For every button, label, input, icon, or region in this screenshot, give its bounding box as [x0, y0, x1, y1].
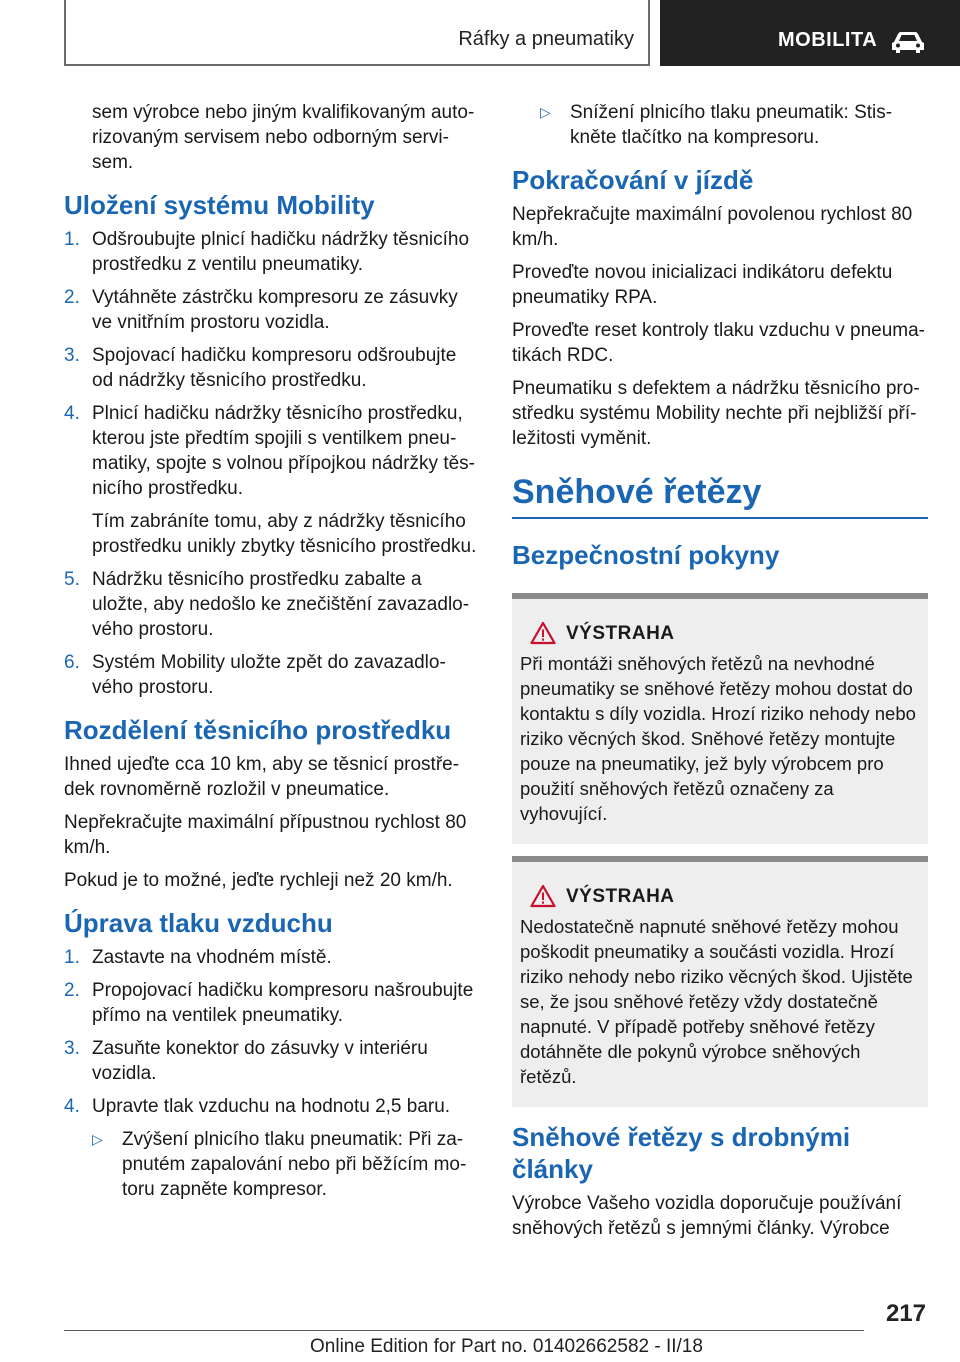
left-column: [64, 100, 478, 1210]
page-number: 217: [885, 1300, 926, 1327]
step-text: Propojovací hadičku kompresoru našroubujte přímo na ventilek pneumatiky.: [92, 980, 474, 1026]
warning-text: Při montáži sněhových řetězů na nevhodné pneumatiky se sněhové řetězy mohou dostat do kontaktu s díly vozidla. Hrozí riziko nehody nebo riziko věcných škod. Sněhové řetězy montujte pouze na pneumatiky, jež byly výrobcem pro použití sněhových řetězů označeny za vyhovující.: [520, 653, 916, 824]
step-text: Upravte tlak vzduchu na hodnotu 2,5 baru.: [92, 1096, 451, 1117]
step-text: Plnicí hadičku nádržky těsnicího prostředku, kterou jste předtím spojili s ventilkem pneumatiky, spojte s volnou přípojkou nádržky těsnicího prostředku.: [92, 403, 475, 499]
paragraph: Nepřekračujte maximální povolenou rychlost 80 km/h.: [512, 204, 913, 250]
header-section-box: [660, 0, 960, 66]
list-item: [92, 1127, 478, 1202]
car-icon: [890, 28, 926, 54]
step-number: 4.: [64, 1096, 80, 1117]
list-item: [64, 945, 478, 970]
list-item: [64, 650, 478, 700]
bullet-text: Snížení plnicího tlaku pneumatik: Stiskněte tlačítko na kompresoru.: [570, 102, 893, 148]
step-number: 5.: [64, 569, 80, 590]
header-chapter-box: [64, 0, 650, 66]
bullet-text: Zvýšení plnicího tlaku pneumatik: Při zapnutém zapalování nebo při běžícím motoru zapněte kompresor.: [122, 1129, 467, 1200]
list-item: [64, 1094, 478, 1202]
step-text: Zasuňte konektor do zásuvky v interiéru vozidla.: [92, 1038, 428, 1084]
step-text: Systém Mobility uložte zpět do zavazadlového prostoru.: [92, 652, 446, 698]
section-title-pressure-adjustment: Úprava tlaku vzduchu: [64, 908, 333, 938]
section-title-fine-link-chains: Sněhové řetězy s drobnými články: [512, 1122, 851, 1184]
section-title: MOBILITA: [778, 29, 878, 51]
step-text: Nádržku těsnicího prostředku zabalte a uložte, aby nedošlo ke znečištění zavazadlového prostoru.: [92, 569, 470, 640]
step-number: 2.: [64, 980, 80, 1001]
step-number: 4.: [64, 403, 80, 424]
pressure-options: [92, 1127, 478, 1202]
list-item: [64, 401, 478, 559]
step-number: 3.: [64, 345, 80, 366]
paragraph: Výrobce Vašeho vozidla doporučuje používání sněhových řetězů s jemnými články. Výrobce: [512, 1193, 902, 1239]
mobility-storage-steps: [64, 227, 478, 700]
step-text: Zastavte na vhodném místě.: [92, 947, 332, 968]
paragraph: Pokud je to možné, jeďte rychleji než 20 km/h.: [64, 870, 453, 891]
step-number: 1.: [64, 229, 80, 250]
step-number: 2.: [64, 287, 80, 308]
list-item: [64, 343, 478, 393]
list-item: [64, 978, 478, 1028]
paragraph: Nepřekračujte maximální přípustnou rychlost 80 km/h.: [64, 812, 467, 858]
warning-header: [520, 884, 920, 910]
paragraph: Pneumatiku s defektem a nádržku těsnicího prostředku systému Mobility nechte při nejbližší příležitosti vyměnit.: [512, 378, 920, 449]
footer-edition: Online Edition for Part no. 01402662582 - II/18: [310, 1336, 703, 1357]
section-title-sealant-distribution: Rozdělení těsnicího prostředku: [64, 715, 452, 745]
paragraph: Ihned ujeďte cca 10 km, aby se těsnicí prostředek rovnoměrně rozložil v pneumatice.: [64, 754, 460, 800]
list-item: [64, 285, 478, 335]
warning-label: VÝSTRAHA: [566, 623, 675, 644]
footer-divider: [64, 1330, 864, 1331]
triangle-bullet-icon: ▷: [92, 1131, 103, 1147]
list-item: [64, 567, 478, 642]
pressure-adjustment-steps: [64, 945, 478, 1202]
step-number: 1.: [64, 947, 80, 968]
warning-label: VÝSTRAHA: [566, 886, 675, 907]
chapter-title: Ráfky a pneumatiky: [458, 28, 634, 50]
triangle-bullet-icon: ▷: [540, 104, 551, 120]
intro-text: sem výrobce nebo jiným kvalifikovaným autorizovaným servisem nebo odborným servisem.: [92, 102, 475, 173]
warning-header: [520, 621, 920, 647]
list-item: [64, 1036, 478, 1086]
step-number: 6.: [64, 652, 80, 673]
step-number: 3.: [64, 1038, 80, 1059]
step-text: Odšroubujte plnicí hadičku nádržky těsnicího prostředku z ventilu pneumatiky.: [92, 229, 470, 275]
warning-text: Nedostatečně napnuté sněhové řetězy mohou poškodit pneumatiky a součásti vozidla. Hrozí riziko nehody nebo riziko věcných škod. Ujistěte se, že jsou sněhové řetězy vždy dostatečně napnuté. V případě potřeby sněhové řetězy dotáhněte dle pokynů výrobce sněhových řetězů.: [520, 916, 913, 1087]
section-title-continue-driving: Pokračování v jízdě: [512, 165, 754, 195]
list-item: [512, 100, 928, 150]
section-title-safety: Bezpečnostní pokyny: [512, 540, 780, 570]
step-subtext: Tím zabráníte tomu, aby z nádržky těsnicího prostředku unikly zbytky těsnicího prostředku.: [92, 511, 477, 557]
list-item: [64, 227, 478, 277]
step-text: Spojovací hadičku kompresoru odšroubujte od nádržky těsnicího prostředku.: [92, 345, 457, 391]
paragraph: Proveďte novou inicializaci indikátoru defektu pneumatiky RPA.: [512, 262, 893, 308]
section-title-mobility-storage: Uložení systému Mobility: [64, 190, 375, 220]
right-column: [512, 100, 928, 1249]
chapter-heading-snow-chains: Sněhové řetězy: [512, 473, 762, 511]
paragraph: Proveďte reset kontroly tlaku vzduchu v pneumatikách RDC.: [512, 320, 925, 366]
heading-divider: [512, 517, 928, 519]
step-text: Vytáhněte zástrčku kompresoru ze zásuvky ve vnitřním prostoru vozidla.: [92, 287, 458, 333]
warning-triangle-icon: [530, 621, 556, 645]
warning-triangle-icon: [530, 884, 556, 908]
pressure-options-continued: [512, 100, 928, 150]
warning-box: [512, 856, 928, 1107]
warning-box: [512, 593, 928, 844]
